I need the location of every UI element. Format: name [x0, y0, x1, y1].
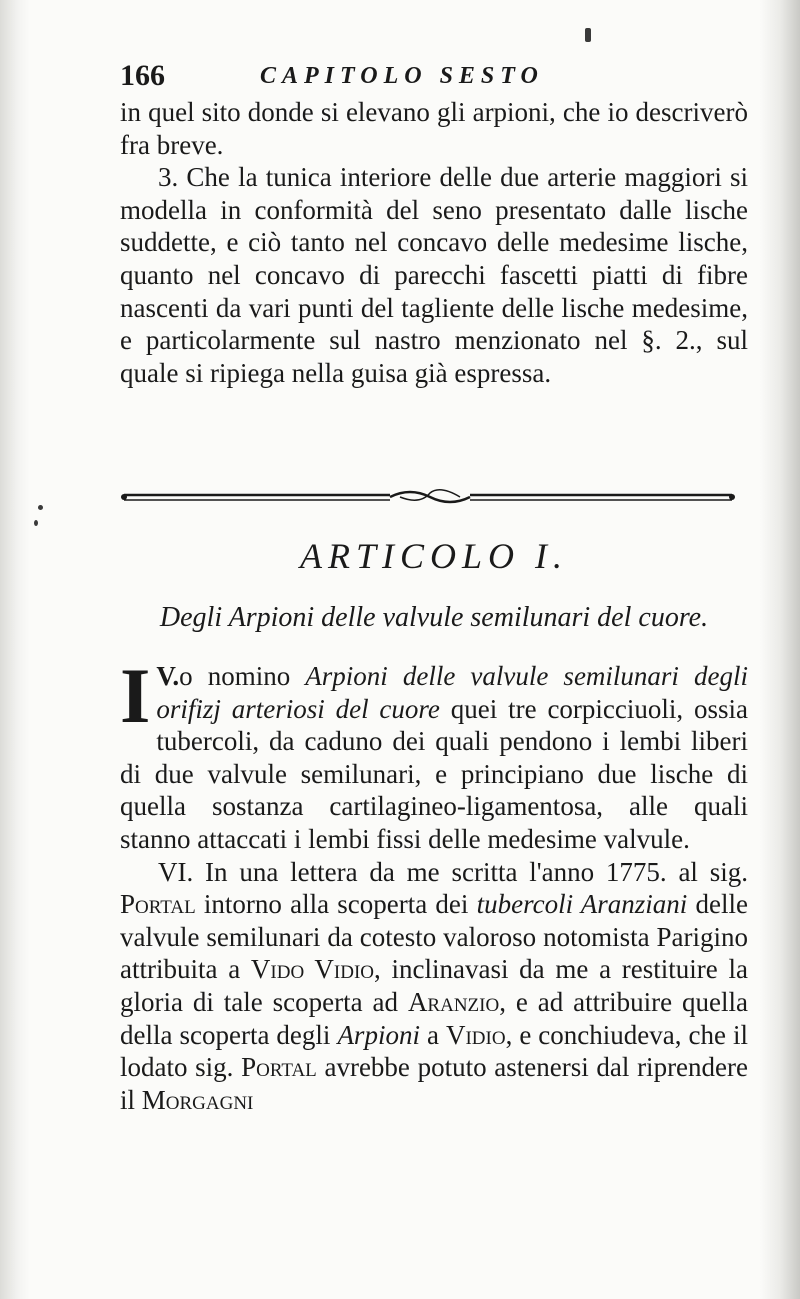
section-v-italic-term: Arpioni delle valvule semilunari degli orifizj arteriosi del cuore: [156, 661, 748, 724]
page-number: 166: [120, 59, 165, 92]
running-head: CAPITOLO SESTO: [260, 63, 544, 89]
ink-speck: [34, 520, 38, 526]
drop-cap: I: [120, 652, 151, 739]
page-gutter-shadow: [0, 0, 30, 1299]
section-v-numeral: V.: [156, 661, 180, 691]
section-vi-text: , inclinavasi da me a restituire la gloria di tale scoperta ad: [120, 954, 748, 1017]
name-aranzio: Aranzio: [407, 986, 500, 1017]
article-title: ARTICOLO I.: [299, 536, 568, 576]
term-tubercoli-aranziani: tubercoli Aranziani: [476, 889, 688, 920]
body-text-lower: [120, 652, 748, 1116]
section-v-text-rest: quei tre corpicciuoli, ossia tubercoli, da caduno dei quali pendono i lembi liberi di due valvule semilunari, e principiano due lische di quella sostanza cartilagineo-ligamentosa, alle quali stanno attaccati i lembi fissi delle medesime valvule.: [120, 693, 748, 854]
name-vido-vidio: Vido Vidio: [250, 954, 375, 985]
section-vi-text: avrebbe potuto astenersi dal riprendere il: [120, 1052, 748, 1115]
page-edge-shadow: [760, 0, 800, 1299]
body-text: [120, 96, 748, 389]
section-vi: [120, 856, 748, 1117]
section-vi-text: VI. In una lettera da me scritta l'anno 1775. al sig.: [158, 856, 748, 887]
section-vi-text: intorno alla scoperta dei: [195, 889, 477, 920]
divider-ornament-icon: [120, 487, 740, 507]
term-arpioni: Arpioni: [337, 1019, 420, 1050]
section-vi-text: delle valvule semilunari da cotesto valoroso notomista Parigino attribuita a: [120, 889, 748, 985]
section-vi-text: a: [419, 1019, 446, 1050]
name-morgagni: Morgagni: [141, 1084, 254, 1115]
name-portal: Portal: [120, 889, 196, 920]
paragraph-point-3: 3. Che la tunica interiore delle due arterie maggiori si modella in conformità del seno presentato dalle lische suddette, e ciò tanto nel concavo delle medesime lische, quanto nel concavo di parecchi fascetti piatti di fibre nascenti da vari punti del tagliente delle lische medesime, e particolarmente sul nastro menzionato nel §. 2., sul quale si ripiega nella guisa già espressa.: [120, 162, 748, 388]
ink-speck: [38, 505, 43, 510]
paragraph-continuation: in quel sito donde si elevano gli arpioni, che io descriverò fra breve.: [120, 97, 748, 160]
section-v: [120, 652, 748, 856]
section-vi-text: , e ad attribuire quella della scoperta degli: [120, 986, 748, 1050]
ornamental-divider: [120, 487, 740, 507]
ink-speck: [585, 28, 591, 42]
name-vidio: Vidio: [445, 1019, 506, 1050]
page-header: [120, 56, 750, 96]
section-vi-text: , e conchiudeva, che il lodato sig.: [120, 1019, 748, 1083]
article-subtitle: Degli Arpioni delle valvule semilunari del cuore.: [159, 602, 709, 633]
name-portal: Portal: [241, 1052, 317, 1083]
section-v-text: o nomino: [179, 661, 306, 691]
